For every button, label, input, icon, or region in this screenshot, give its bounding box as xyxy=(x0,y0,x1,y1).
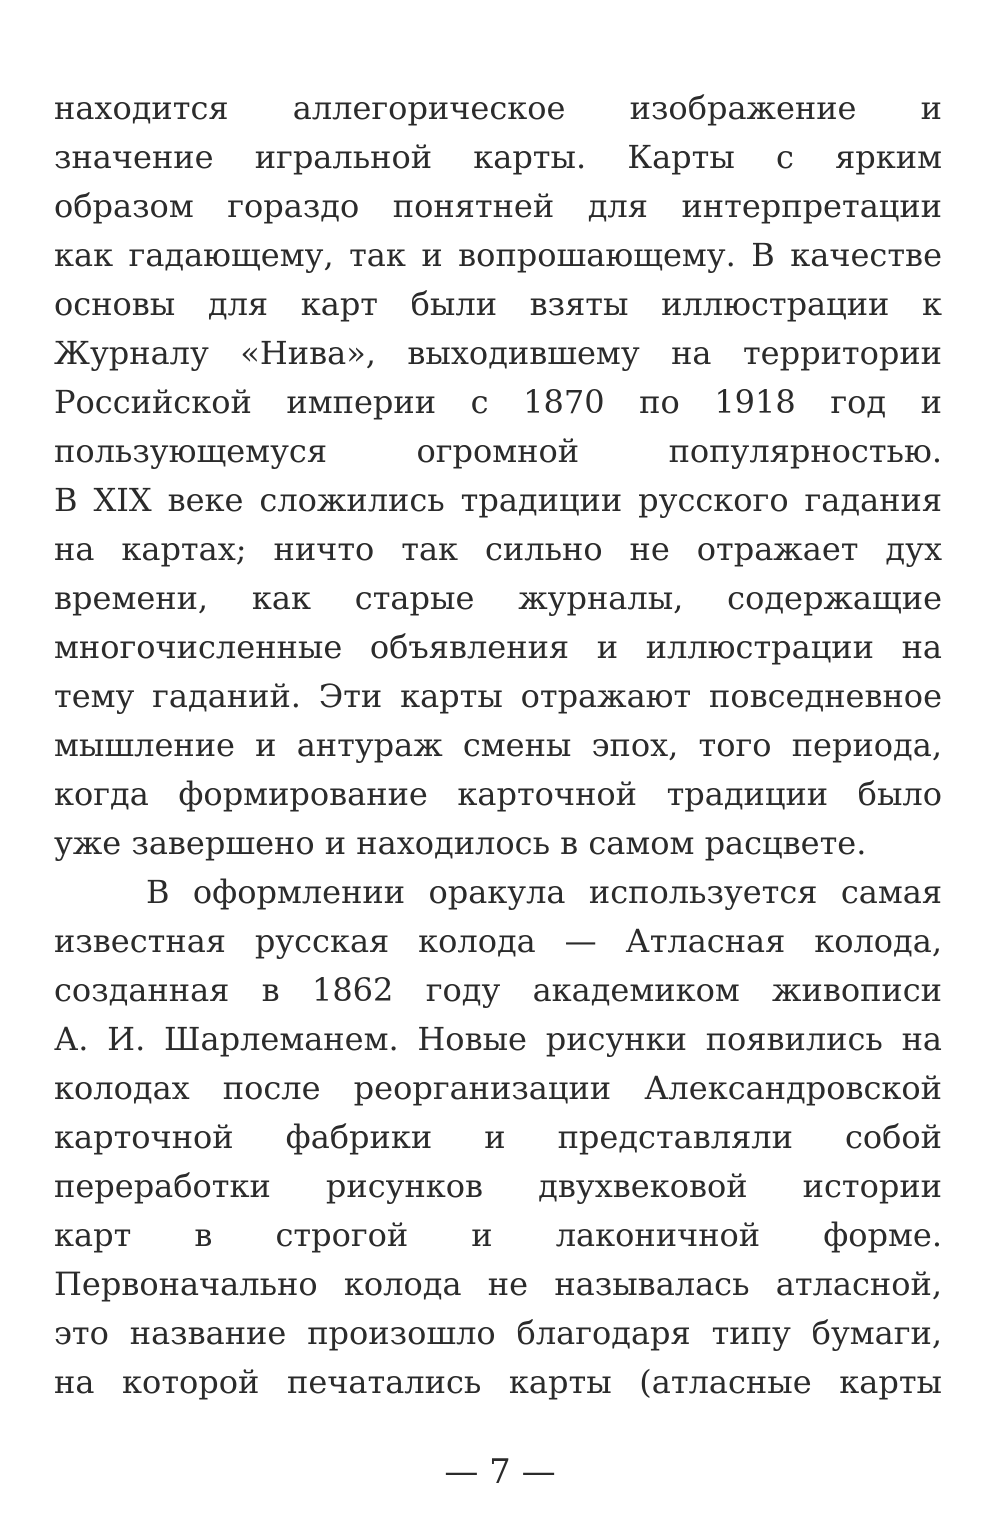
page-text-block xyxy=(54,84,942,1434)
text-line: на картах; ничто так сильно не отражает дух xyxy=(54,530,942,568)
text-line: на которой печатались карты (атласные карты xyxy=(54,1363,942,1401)
text-line: времени, как старые журналы, содержащие xyxy=(54,579,942,617)
text-line: созданная в 1862 году академиком живописи xyxy=(54,971,942,1009)
text-line: основы для карт были взяты иллюстрации к xyxy=(54,285,942,323)
text-line: мышление и антураж смены эпох, того периода, xyxy=(54,726,942,764)
text-line: пользующемуся огромной популярностью. xyxy=(54,432,942,470)
text-line: многочисленные объявления и иллюстрации на xyxy=(54,628,942,666)
text-line: как гадающему, так и вопрошающему. В качестве xyxy=(54,236,942,274)
text-line: известная русская колода — Атласная колода, xyxy=(54,922,942,960)
text-line: это название произошло благодаря типу бумаги, xyxy=(54,1314,942,1352)
text-line: карточной фабрики и представляли собой xyxy=(54,1118,942,1156)
paragraph-end-line: уже завершено и находилось в самом расцвете. xyxy=(54,824,867,862)
text-line: переработки рисунков двухвековой истории xyxy=(54,1167,942,1205)
text-line: В XIX веке сложились традиции русского гадания xyxy=(54,481,942,519)
text-line: карт в строгой и лаконичной форме. xyxy=(54,1216,942,1254)
text-line: Первоначально колода не называлась атласной, xyxy=(54,1265,942,1303)
text-line: тему гаданий. Эти карты отражают повседневное xyxy=(54,677,942,715)
text-line: колодах после реорганизации Александровской xyxy=(54,1069,942,1107)
page-number: — 7 — xyxy=(444,1452,556,1492)
text-line: Журналу «Нива», выходившему на территории xyxy=(54,334,942,372)
text-line: когда формирование карточной традиции было xyxy=(54,775,942,813)
text-line: Российской империи с 1870 по 1918 год и xyxy=(54,383,942,421)
paragraph-start-line: В оформлении оракула используется самая xyxy=(146,873,942,911)
text-line: находится аллегорическое изображение и xyxy=(54,89,942,127)
text-line: образом гораздо понятней для интерпретации xyxy=(54,187,942,225)
text-line: А. И. Шарлеманем. Новые рисунки появились на xyxy=(54,1020,942,1058)
text-line: значение игральной карты. Карты с ярким xyxy=(54,138,942,176)
